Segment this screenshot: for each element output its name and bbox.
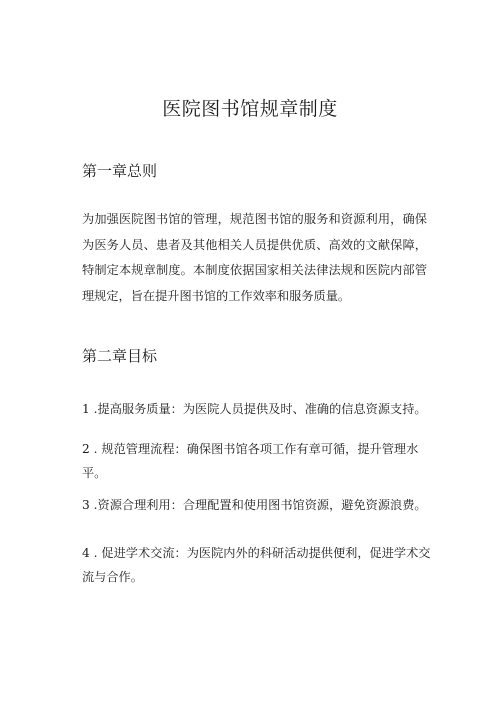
- goal-item-3: 3 .资源合理利用：合理配置和使用图书馆资源，避免资源浪费。: [82, 498, 427, 512]
- chapter-2-heading: 第二章目标: [82, 347, 158, 365]
- chapter-1-paragraph: 为加强医院图书馆的管理，规范图书馆的服务和资源利用，确保为医务人员、患者及其他相关人员提供优质、高效的文献保障，特制定本规章制度。本制度依据国家相关法律法规和医院内部管理规定，旨在提升图书馆的工作效率和服务质量。: [82, 212, 427, 303]
- goal-item-2: 2 . 规范管理流程：确保图书馆各项工作有章可循，提升管理水平。: [82, 442, 419, 480]
- chapter-1-heading: 第一章总则: [82, 162, 158, 180]
- document-title: 医院图书馆规章制度: [162, 98, 338, 120]
- goal-item-4: 4 . 促进学术交流：为医院内外的科研活动提供便利，促进学术交流与合作。: [82, 546, 431, 584]
- goal-item-1: 1 .提高服务质量：为医院人员提供及时、准确的信息资源支持。: [82, 402, 427, 416]
